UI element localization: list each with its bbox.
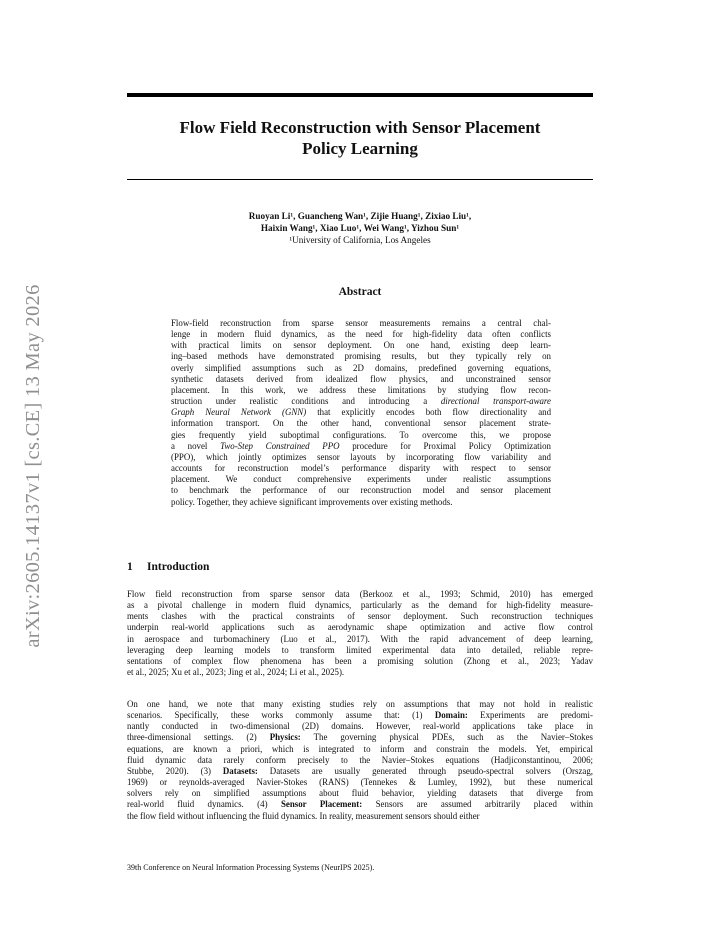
text-line: Stubbe, 2020). (3) Datasets: Datasets are usually generated through pseudo-spectral solvers (Orszag, [127,765,593,776]
text-line: synthetic datasets derived from idealized flow physics, and unconstrained sensor [171,373,551,384]
author-affiliation: ¹University of California, Los Angeles [289,234,431,245]
text-line: information transport. On the other hand, conventional sensor placement strate- [171,418,551,429]
text-line: Flow field reconstruction from sparse sensor data (Berkooz et al., 1993; Schmid, 2010) has emerged [127,589,593,599]
text-line: with practical limits on sensor deployment. On one hand, existing deep learn- [171,340,551,351]
text-line: leveraging deep learning models to transform limited experimental data into detailed, reliable repre- [127,644,593,655]
paper-title [127,117,593,159]
text-line: On one hand, we note that many existing studies rely on assumptions that may not hold in realistic [127,699,593,709]
title-bottom-rule [127,179,593,180]
text-line: ments clashes with the practical constraints of sensor deployment. Such reconstruction techniques [127,611,593,622]
text-line: the flow field without influencing the fluid dynamics. In reality, measurement sensors should either [127,810,480,821]
author-line: Haixin Wang¹, Xiao Luo¹, Wei Wang¹, Yizhou Sun¹ [260,222,460,233]
text-line: Graph Neural Network (GNN) that explicitly encodes both flow directionality and [171,407,552,418]
title-top-rule [127,93,593,97]
text-line: fluid dynamic data rarely conform precisely to the Navier–Stokes equations (Hadjiconstantinou, 2006; [127,754,593,765]
title-line: Flow Field Reconstruction with Sensor Placement [179,118,541,137]
author-line: Ruoyan Li¹, Guancheng Wan¹, Zijie Huang¹, Zixiao Liu¹, [248,211,472,221]
conference-footnote: 39th Conference on Neural Information Processing Systems (NeurIPS 2025). [127,863,375,872]
section-title: Introduction [147,561,210,573]
arxiv-identifier-stamp[interactable]: arXiv:2605.14137v1 [cs.CE] 13 May 2026 [22,284,44,648]
intro-paragraph-2 [127,699,593,822]
section-number: 1 [127,561,133,573]
text-line: in aerospace and turbomachinery (Luo et al., 2017). With the rapid advancement of deep learning, [127,633,593,644]
text-line: et al., 2025; Xu et al., 2023; Jing et al., 2024; Li et al., 2025). [127,667,345,678]
text-line: a novel Two-Step Constrained PPO procedure for Proximal Policy Optimization [171,440,551,451]
text-line: lenge in modern fluid dynamics, as the need for high-fidelity data often conflicts [171,329,551,340]
text-line: policy. Together, they achieve significant improvements over existing methods. [171,496,453,507]
text-line: (PPO), which jointly optimizes sensor layouts by incorporating flow variability and [171,451,551,462]
text-line: real-world fluid dynamics. (4) Sensor Placement: Sensors are assumed arbitrarily placed within [127,799,593,810]
text-line: overly simplified assumptions such as 2D domains, predefined governing equations, [171,362,551,373]
abstract-body [171,318,551,508]
text-line: accounts for reconstruction model’s performance disparity with respect to sensor [171,463,551,474]
text-line: placement. We conduct comprehensive experiments under realistic assumptions [171,474,551,485]
text-line: placement. In this work, we address these limitations by studying flow recon- [171,384,551,395]
text-line: three-dimensional settings. (2) Physics: The governing physical PDEs, such as the Navier–Stokes [127,732,593,743]
text-line: ing–based methods have demonstrated promising results, but they typically rely on [171,351,551,362]
author-block [127,211,593,246]
text-line: equations, are known a priori, which is integrated to inform and constrain the models. Yet, empirical [127,743,593,754]
text-line: solvers rely on simplified assumptions about fluid behavior, yielding datasets that diverge from [127,788,593,799]
text-line: Flow-field reconstruction from sparse sensor measurements remains a central chal- [171,318,551,328]
text-line: 1969) or reynolds-averaged Navier-Stokes (RANS) (Tennekes & Lumley, 1992), but these numerical [127,777,593,788]
text-line: nantly conducted in two-dimensional (2D) domains. However, real-world applications take place in [127,721,593,732]
text-line: gies frequently yield suboptimal configurations. To overcome this, we propose [171,429,551,440]
text-line: sentations of complex flow phenomena has been a promising solution (Zhong et al., 2023; Yadav [127,655,593,666]
text-line: as a pivotal challenge in modern fluid dynamics, particularly as the demand for high-fidelity measure- [127,600,593,611]
abstract-heading: Abstract [338,286,382,298]
text-line: scenarios. Specifically, these works commonly assume that: (1) Domain: Experiments are predomi- [127,710,593,721]
text-line: to benchmark the performance of our reconstruction model and sensor placement [171,485,551,496]
title-line: Policy Learning [302,139,418,158]
text-line: underpin real-world applications such as aerodynamic shape optimization and active flow control [127,622,593,633]
section-heading [127,561,209,573]
intro-paragraph-1 [127,589,593,678]
text-line: struction under realistic conditions and introducing a directional transport-aware [171,396,551,407]
